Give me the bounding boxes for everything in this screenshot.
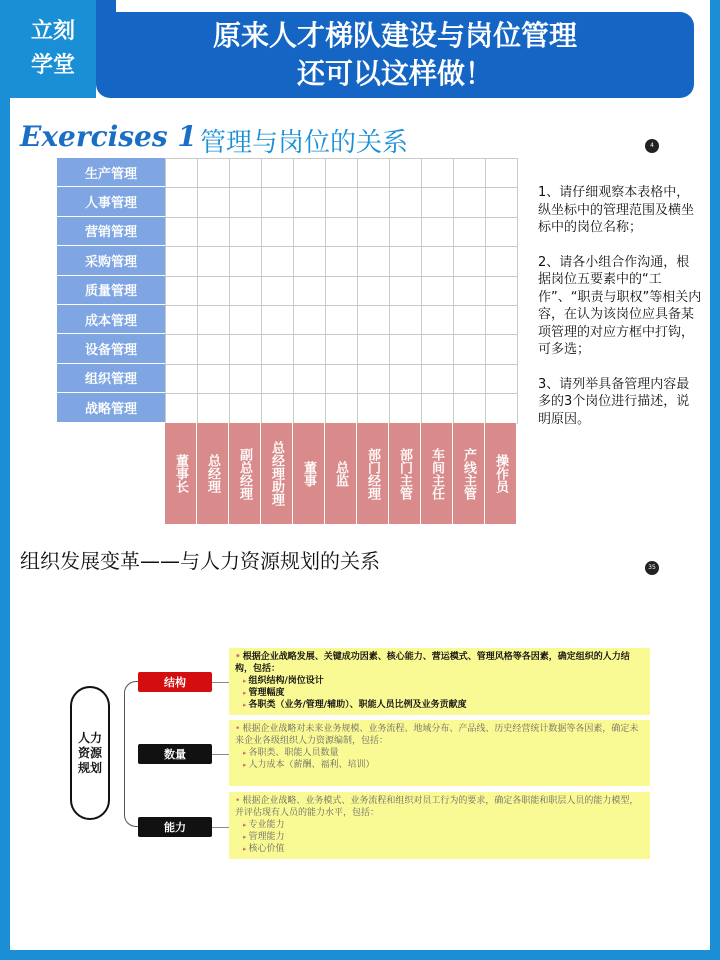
matrix-column-label: 产线主管	[453, 423, 485, 524]
matrix-checkbox-cell[interactable]	[197, 305, 230, 335]
matrix-checkbox-cell[interactable]	[261, 187, 294, 217]
structure-item: ▸ 管理幅度	[235, 687, 644, 699]
matrix-checkbox-cell[interactable]	[357, 158, 390, 188]
matrix-checkbox-cell[interactable]	[421, 187, 454, 217]
matrix-checkbox-cell[interactable]	[325, 276, 358, 306]
matrix-checkbox-cell[interactable]	[197, 158, 230, 188]
matrix-checkbox-cell[interactable]	[293, 246, 326, 276]
exercise-label: Exercises 1	[20, 120, 197, 153]
matrix-checkbox-cell[interactable]	[261, 217, 294, 247]
matrix-checkbox-cell[interactable]	[485, 217, 518, 247]
matrix-checkbox-cell[interactable]	[293, 187, 326, 217]
matrix-checkbox-cell[interactable]	[421, 393, 454, 423]
matrix-checkbox-cell[interactable]	[453, 334, 486, 364]
capability-notes	[229, 792, 650, 859]
matrix-checkbox-cell[interactable]	[261, 276, 294, 306]
structure-notes	[229, 648, 650, 715]
matrix-column-label: 总经理助理	[261, 423, 293, 524]
matrix-checkbox-cell[interactable]	[389, 305, 422, 335]
structure-lead: • 根据企业战略发展、关键成功因素、核心能力、营运模式、管理风格等各因素，确定组织的人力结构，包括：	[235, 651, 644, 675]
matrix-checkbox-cell[interactable]	[325, 393, 358, 423]
connector-structure	[212, 682, 229, 683]
matrix-row-label: 组织管理	[57, 364, 165, 393]
matrix-checkbox-cell[interactable]	[357, 217, 390, 247]
hr-node-line-2: 资源	[77, 745, 102, 760]
capability-item: ▸ 专业能力	[235, 819, 644, 831]
matrix-checkbox-cell[interactable]	[357, 393, 390, 423]
matrix-checkbox-cell[interactable]	[165, 364, 198, 394]
matrix-column-label: 操作员	[485, 423, 517, 524]
matrix-checkbox-cell[interactable]	[293, 158, 326, 188]
brand-logo	[10, 0, 96, 98]
matrix-checkbox-cell[interactable]	[453, 246, 486, 276]
matrix-checkbox-cell[interactable]	[485, 364, 518, 394]
matrix-checkbox-cell[interactable]	[389, 217, 422, 247]
banner-line-2: 还可以这样做！	[296, 57, 493, 90]
matrix-checkbox-cell[interactable]	[197, 364, 230, 394]
matrix-checkbox-cell[interactable]	[293, 393, 326, 423]
matrix-checkbox-cell[interactable]	[165, 305, 198, 335]
matrix-checkbox-cell[interactable]	[197, 187, 230, 217]
matrix-checkbox-cell[interactable]	[229, 158, 262, 188]
matrix-checkbox-cell[interactable]	[165, 246, 198, 276]
matrix-checkbox-cell[interactable]	[261, 393, 294, 423]
matrix-row-label: 设备管理	[57, 334, 165, 363]
matrix-checkbox-cell[interactable]	[357, 364, 390, 394]
matrix-checkbox-cell[interactable]	[229, 393, 262, 423]
brand-line-2: 学堂	[30, 53, 75, 78]
matrix-checkbox-cell[interactable]	[293, 217, 326, 247]
matrix-checkbox-cell[interactable]	[485, 246, 518, 276]
matrix-checkbox-cell[interactable]	[165, 393, 198, 423]
matrix-checkbox-cell[interactable]	[485, 393, 518, 423]
connector-capability	[212, 827, 229, 828]
matrix-row-label: 营销管理	[57, 217, 165, 246]
matrix-checkbox-cell[interactable]	[453, 158, 486, 188]
matrix-checkbox-cell[interactable]	[261, 158, 294, 188]
branch-quantity: 数量	[138, 744, 212, 764]
capability-item: ▸ 管理能力	[235, 831, 644, 843]
branch-structure: 结构	[138, 672, 212, 692]
hr-node-line-3: 规划	[77, 760, 102, 775]
matrix-checkbox-cell[interactable]	[485, 276, 518, 306]
matrix-checkbox-cell[interactable]	[165, 187, 198, 217]
matrix-checkbox-cell[interactable]	[261, 334, 294, 364]
matrix-checkbox-cell[interactable]	[293, 364, 326, 394]
matrix-checkbox-cell[interactable]	[453, 187, 486, 217]
matrix-checkbox-cell[interactable]	[421, 305, 454, 335]
matrix-checkbox-cell[interactable]	[453, 217, 486, 247]
matrix-row-label: 战略管理	[57, 393, 165, 422]
matrix-column-label: 部门主管	[389, 423, 421, 524]
instruction-2: 2、请各小组合作沟通，根据岗位五要素中的“工作”、“职责与职权”等相关内容，在认为该岗位应具备某项管理的对应方框中打钩，可多选；	[538, 254, 702, 357]
hr-node-line-1: 人力	[77, 730, 102, 745]
matrix-checkbox-cell[interactable]	[421, 217, 454, 247]
matrix-checkbox-cell[interactable]	[389, 364, 422, 394]
matrix-checkbox-cell[interactable]	[325, 187, 358, 217]
matrix-checkbox-cell[interactable]	[229, 305, 262, 335]
matrix-checkbox-cell[interactable]	[197, 246, 230, 276]
matrix-checkbox-cell[interactable]	[197, 393, 230, 423]
connector-quantity	[212, 754, 229, 755]
page-number-badge: 4	[645, 139, 659, 153]
matrix-checkbox-cell[interactable]	[453, 364, 486, 394]
matrix-checkbox-cell[interactable]	[485, 158, 518, 188]
capability-item: ▸ 核心价值	[235, 843, 644, 855]
matrix-checkbox-cell[interactable]	[165, 158, 198, 188]
matrix-checkbox-cell[interactable]	[325, 364, 358, 394]
matrix-checkbox-cell[interactable]	[357, 276, 390, 306]
matrix-checkbox-cell[interactable]	[325, 334, 358, 364]
matrix-checkbox-cell[interactable]	[421, 364, 454, 394]
matrix-checkbox-cell[interactable]	[325, 305, 358, 335]
matrix-checkbox-cell[interactable]	[293, 334, 326, 364]
matrix-column-label: 董事长	[165, 423, 197, 524]
capability-lead: • 根据企业战略、业务模式、业务流程和组织对员工行为的要求，确定各职能和职层人员的能力模型，并评估现有人员的能力水平，包括：	[235, 795, 644, 819]
matrix-checkbox-cell[interactable]	[261, 364, 294, 394]
matrix-checkbox-cell[interactable]	[197, 276, 230, 306]
title-banner	[96, 12, 694, 98]
matrix-checkbox-cell[interactable]	[389, 246, 422, 276]
matrix-column-label: 总监	[325, 423, 357, 524]
matrix-checkbox-cell[interactable]	[421, 334, 454, 364]
matrix-checkbox-cell[interactable]	[229, 364, 262, 394]
matrix-checkbox-cell[interactable]	[229, 276, 262, 306]
matrix-checkbox-cell[interactable]	[357, 187, 390, 217]
matrix-checkbox-cell[interactable]	[389, 276, 422, 306]
matrix-checkbox-cell[interactable]	[421, 158, 454, 188]
quantity-lead: • 根据企业战略对未来业务规模、业务流程、地域分布、产品线、历史经营统计数据等各因素，确定未来企业各级组织人力资源编制，包括：	[235, 723, 644, 747]
banner-line-1: 原来人才梯队建设与岗位管理	[212, 19, 577, 52]
matrix-checkbox-cell[interactable]	[357, 305, 390, 335]
matrix-column-label: 车间主任	[421, 423, 453, 524]
matrix-checkbox-cell[interactable]	[229, 334, 262, 364]
exercise-subtitle: 管理与岗位的关系	[200, 128, 409, 158]
structure-item: ▸ 各职类（业务/管理/辅助）、职能人员比例及业务贡献度	[235, 699, 644, 711]
matrix-checkbox-cell[interactable]	[325, 158, 358, 188]
matrix-checkbox-cell[interactable]	[421, 246, 454, 276]
matrix-checkbox-cell[interactable]	[357, 246, 390, 276]
quantity-item: ▸ 人力成本（薪酬、福利、培训）	[235, 759, 644, 771]
matrix-checkbox-cell[interactable]	[485, 334, 518, 364]
matrix-checkbox-cell[interactable]	[325, 246, 358, 276]
matrix-checkbox-cell[interactable]	[485, 305, 518, 335]
branch-capability: 能力	[138, 817, 212, 837]
matrix-checkbox-cell[interactable]	[453, 393, 486, 423]
matrix-checkbox-cell[interactable]	[325, 217, 358, 247]
matrix-row-label: 成本管理	[57, 305, 165, 334]
section2-title: 组织发展变革——与人力资源规划的关系	[20, 549, 380, 573]
matrix-column-label: 部门经理	[357, 423, 389, 524]
matrix-checkbox-cell[interactable]	[453, 305, 486, 335]
matrix-column-label: 总经理	[197, 423, 229, 524]
instructions	[538, 184, 702, 445]
instruction-1: 1、请仔细观察本表格中，纵坐标中的管理范围及横坐标中的岗位名称；	[538, 185, 695, 235]
matrix-checkbox-cell[interactable]	[389, 187, 422, 217]
matrix-checkbox-cell[interactable]	[197, 334, 230, 364]
section2-badge: 35	[645, 561, 659, 575]
matrix-checkbox-cell[interactable]	[229, 187, 262, 217]
matrix-checkbox-cell[interactable]	[165, 276, 198, 306]
quantity-item: ▸ 各职类、职能人员数量	[235, 747, 644, 759]
matrix-row-label: 采购管理	[57, 246, 165, 275]
matrix-checkbox-cell[interactable]	[165, 334, 198, 364]
matrix-checkbox-cell[interactable]	[389, 334, 422, 364]
matrix-checkbox-cell[interactable]	[261, 305, 294, 335]
matrix-checkbox-cell[interactable]	[229, 246, 262, 276]
matrix-checkbox-cell[interactable]	[293, 276, 326, 306]
matrix-checkbox-cell[interactable]	[357, 334, 390, 364]
matrix-checkbox-cell[interactable]	[453, 276, 486, 306]
quantity-notes	[229, 720, 650, 786]
branch-bracket	[124, 681, 138, 827]
hr-planning-node	[70, 686, 110, 820]
matrix-row-label: 人事管理	[57, 187, 165, 216]
brand-line-1: 立刻	[30, 19, 75, 44]
matrix-checkbox-cell[interactable]	[293, 305, 326, 335]
matrix-column-label: 董事	[293, 423, 325, 524]
matrix-column-label: 副总经理	[229, 423, 261, 524]
banner-notch	[96, 0, 116, 12]
matrix-checkbox-cell[interactable]	[165, 217, 198, 247]
matrix-checkbox-cell[interactable]	[197, 217, 230, 247]
matrix-checkbox-cell[interactable]	[261, 246, 294, 276]
matrix-checkbox-cell[interactable]	[421, 276, 454, 306]
matrix-checkbox-cell[interactable]	[389, 393, 422, 423]
matrix-checkbox-cell[interactable]	[229, 217, 262, 247]
matrix-checkbox-cell[interactable]	[389, 158, 422, 188]
matrix-row-label: 质量管理	[57, 276, 165, 305]
instruction-3: 3、请列举具备管理内容最多的3个岗位进行描述，说明原因。	[538, 376, 690, 427]
structure-item: ▸ 组织结构/岗位设计	[235, 675, 644, 687]
matrix-checkbox-cell[interactable]	[485, 187, 518, 217]
matrix-row-label: 生产管理	[57, 158, 165, 187]
